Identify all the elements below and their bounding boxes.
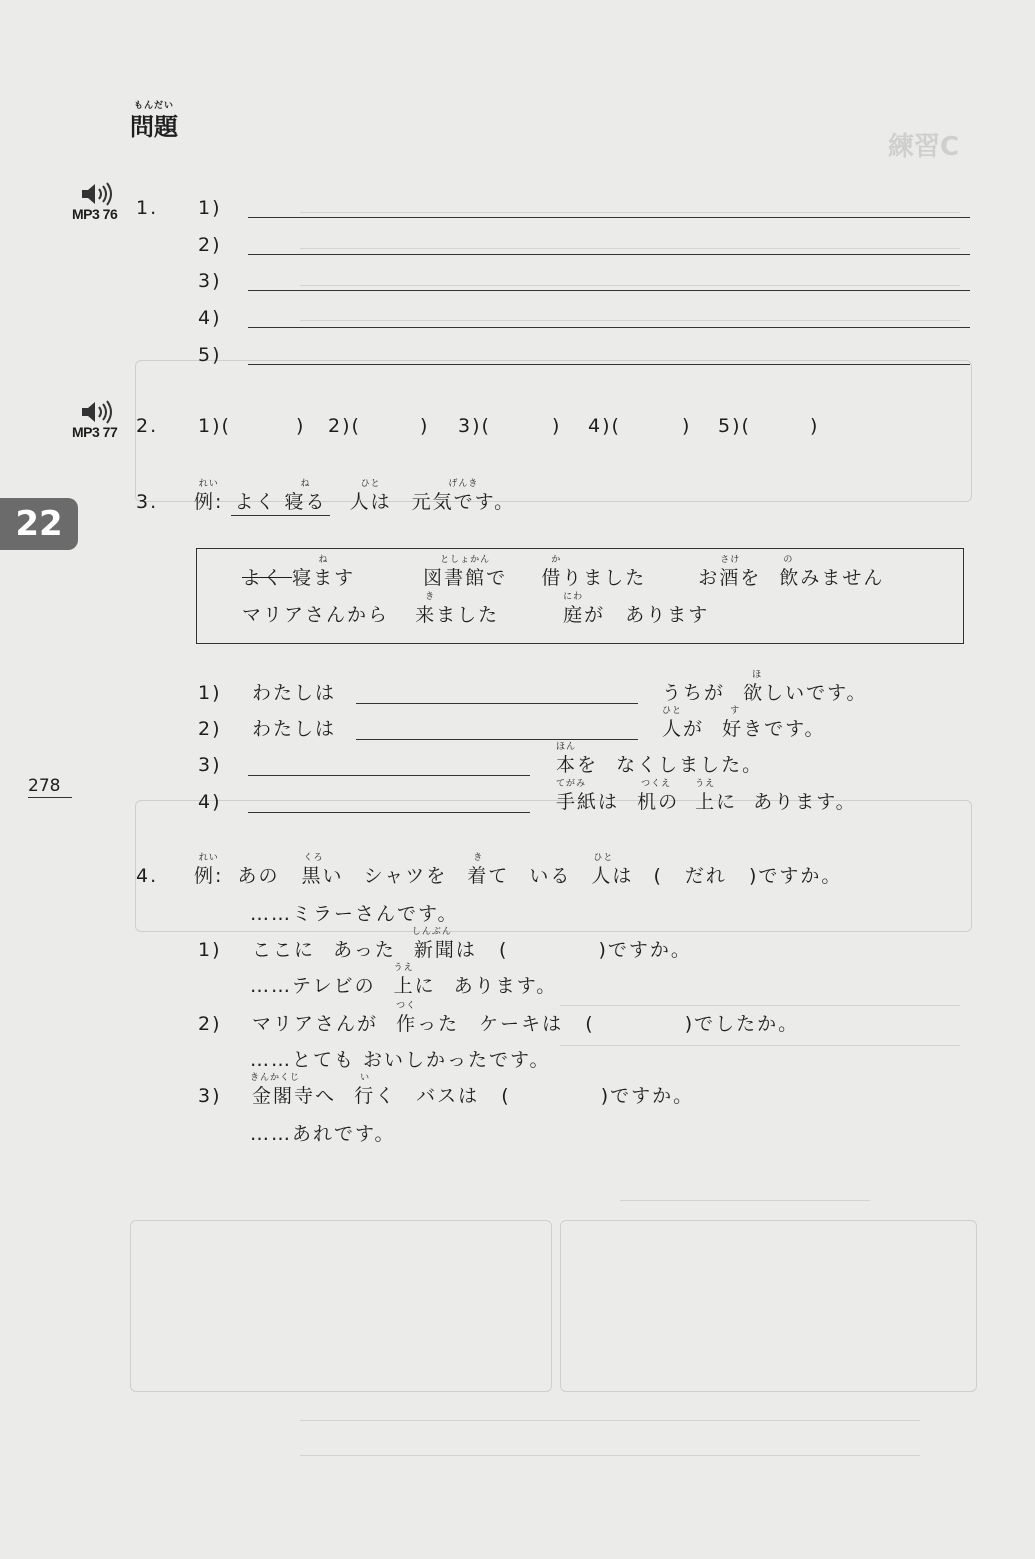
word: 手紙は (556, 791, 620, 813)
answer-line[interactable] (248, 327, 970, 328)
q3-item-number: 3) (198, 754, 222, 776)
word: あった (333, 939, 396, 961)
q4-item-question (250, 1073, 695, 1108)
word: あの (237, 865, 280, 887)
page-heading (130, 101, 178, 142)
bracket-open: ( (498, 939, 509, 961)
ruby-reading: くろ (303, 853, 324, 863)
answer-line[interactable] (356, 703, 638, 704)
q3-item-text (662, 670, 868, 705)
ruby-reading: つく (396, 1001, 417, 1011)
word-choice: 図書館で (423, 567, 508, 589)
q1-item-number: 4) (198, 307, 222, 329)
q2-item-open: 5)( (718, 415, 751, 437)
q4-item-response (250, 963, 558, 998)
example-answer (231, 479, 329, 516)
word: 本を (556, 754, 599, 776)
word: 寝る (284, 491, 327, 513)
example-sentence (194, 853, 843, 888)
word: うちが (662, 682, 726, 704)
audio-track-label: MP3 76 (72, 206, 118, 222)
q3-item-text (662, 706, 826, 741)
ruby-reading: れい (198, 479, 219, 489)
page-title: 問題 (130, 113, 178, 141)
ruby-reading: もんだい (133, 101, 175, 111)
answer-line[interactable] (248, 254, 970, 255)
word: 作った (396, 1013, 460, 1035)
audio-marker-2[interactable] (72, 400, 132, 440)
q3-item-prefix: わたしは (252, 718, 337, 740)
word-choice-row-1 (242, 555, 885, 590)
q2-item-open: 3)( (458, 415, 491, 437)
q3-item-prefix: わたしは (252, 682, 337, 704)
word: )ですか。 (600, 1085, 695, 1107)
word: 好きです。 (722, 718, 826, 740)
word-choice-row-2 (242, 592, 710, 627)
word: 着て (467, 865, 510, 887)
q4-item-question (252, 1001, 800, 1036)
answer-line[interactable] (248, 217, 970, 218)
ruby-reading: の (783, 555, 794, 565)
word: 欲しいです。 (743, 682, 868, 704)
ruby-reading: ひと (360, 479, 381, 489)
ruby-reading: き (425, 592, 436, 602)
q1-item-number: 1) (198, 197, 222, 219)
word: 上に (695, 791, 738, 813)
word: 寝ます (292, 567, 356, 589)
q3-item-text (556, 779, 857, 814)
word: 人は (349, 491, 392, 513)
word-choice: 庭が (563, 604, 606, 626)
q2-item-close: ) (296, 415, 306, 437)
ruby-reading: か (551, 555, 562, 565)
ruby-reading: きんかくじ (250, 1073, 301, 1083)
word: ……テレビの (250, 975, 376, 997)
q4-item-response: ……とても おいしかったです。 (250, 1049, 551, 1071)
answer-line[interactable] (248, 775, 530, 776)
q2-item-open: 4)( (588, 415, 621, 437)
example-label: 例: (194, 491, 224, 513)
word: 行く (354, 1085, 397, 1107)
word: シャツを (363, 865, 448, 887)
word: 新聞は (413, 939, 477, 961)
word-choice: マリアさんから (242, 604, 390, 626)
audio-track-label: MP3 77 (72, 424, 118, 440)
ruby-reading: てがみ (556, 779, 587, 789)
ruby-reading: ほん (556, 742, 577, 752)
bracket-open: ( (501, 1085, 511, 1107)
ruby-reading: うえ (393, 963, 414, 973)
ruby-reading: げんき (448, 479, 479, 489)
answer-line[interactable] (248, 364, 970, 365)
bracket: ( (653, 865, 663, 887)
question-number: 2. (136, 415, 159, 437)
example-answer: だれ (684, 865, 727, 887)
ruby-reading: き (473, 853, 484, 863)
ruby-reading: ひと (662, 706, 683, 716)
word-choice: 飲みません (779, 567, 885, 589)
word: ここに (252, 939, 316, 961)
ruby-reading: つくえ (641, 779, 672, 789)
q4-item-question (252, 927, 692, 962)
example-label: 例: (194, 865, 224, 887)
question-number: 3. (136, 491, 159, 513)
answer-line[interactable] (248, 290, 970, 291)
q3-item-number: 4) (198, 791, 222, 813)
q4-item-number: 2) (198, 1013, 222, 1035)
page-number: 278 (28, 776, 72, 798)
word: 机の (637, 791, 680, 813)
answer-line[interactable] (356, 739, 638, 740)
word-choice: 来ました (415, 604, 500, 626)
q1-item-number: 5) (198, 344, 222, 366)
q3-item-number: 1) (198, 682, 222, 704)
q2-item-close: ) (420, 415, 430, 437)
word: なくしました。 (616, 754, 764, 776)
q3-item-number: 2) (198, 718, 222, 740)
word-choice: お酒を (698, 567, 762, 589)
word: よく (242, 567, 285, 589)
word-choice: 借りました (541, 567, 647, 589)
question-number: 4. (136, 865, 159, 887)
word: 人は (591, 865, 634, 887)
ruby-reading: れい (198, 853, 219, 863)
speaker-icon (80, 182, 122, 206)
word: 金閣寺へ (252, 1085, 337, 1107)
word: バスは (416, 1085, 480, 1107)
ruby-reading: い (360, 1073, 371, 1083)
ruby-reading: さけ (720, 555, 741, 565)
word: いる (529, 865, 572, 887)
audio-marker-1[interactable] (72, 182, 132, 222)
word: あります。 (753, 791, 857, 813)
word: 上に (393, 975, 436, 997)
q1-item-number: 3) (198, 270, 222, 292)
ruby-reading: ひと (593, 853, 614, 863)
q2-item-close: ) (552, 415, 562, 437)
word: )でしたか。 (684, 1013, 800, 1035)
speaker-icon (80, 400, 122, 424)
word: )ですか。 (598, 939, 692, 961)
ruby-reading: にわ (563, 592, 584, 602)
q3-item-text (556, 742, 764, 777)
answer-line[interactable] (248, 812, 530, 813)
chapter-number: 22 (15, 504, 63, 544)
q2-item-close: ) (810, 415, 820, 437)
word: 人が (662, 718, 705, 740)
q1-item-number: 2) (198, 234, 222, 256)
chapter-tab (0, 498, 78, 550)
q2-item-open: 2)( (328, 415, 361, 437)
q4-item-number: 1) (198, 939, 222, 961)
q2-item-close: ) (682, 415, 692, 437)
used-word (242, 555, 356, 589)
word: マリアさんが (252, 1013, 379, 1035)
ruby-reading: ね (300, 479, 311, 489)
ruby-reading: す (730, 706, 741, 716)
word: 黒い (301, 865, 344, 887)
ruby-reading: ほ (752, 670, 763, 680)
question-number: 1. (136, 197, 159, 219)
word-choice: あります (625, 604, 710, 626)
q4-item-response: ……あれです。 (250, 1123, 396, 1145)
ruby-reading: としょかん (440, 555, 491, 565)
ruby-reading: ね (318, 555, 329, 565)
example-response: ……ミラーさんです。 (250, 903, 459, 925)
q2-item-open: 1)( (198, 415, 231, 437)
word: あります。 (453, 975, 558, 997)
word: よく (234, 491, 277, 513)
word: 元気です。 (411, 491, 516, 513)
word: )ですか。 (748, 865, 843, 887)
example-sentence (194, 479, 516, 514)
word: ケーキは (479, 1013, 564, 1035)
bracket-open: ( (585, 1013, 595, 1035)
ruby-reading: うえ (695, 779, 716, 789)
q4-item-number: 3) (198, 1085, 222, 1107)
ruby-reading: しんぶん (411, 927, 452, 937)
